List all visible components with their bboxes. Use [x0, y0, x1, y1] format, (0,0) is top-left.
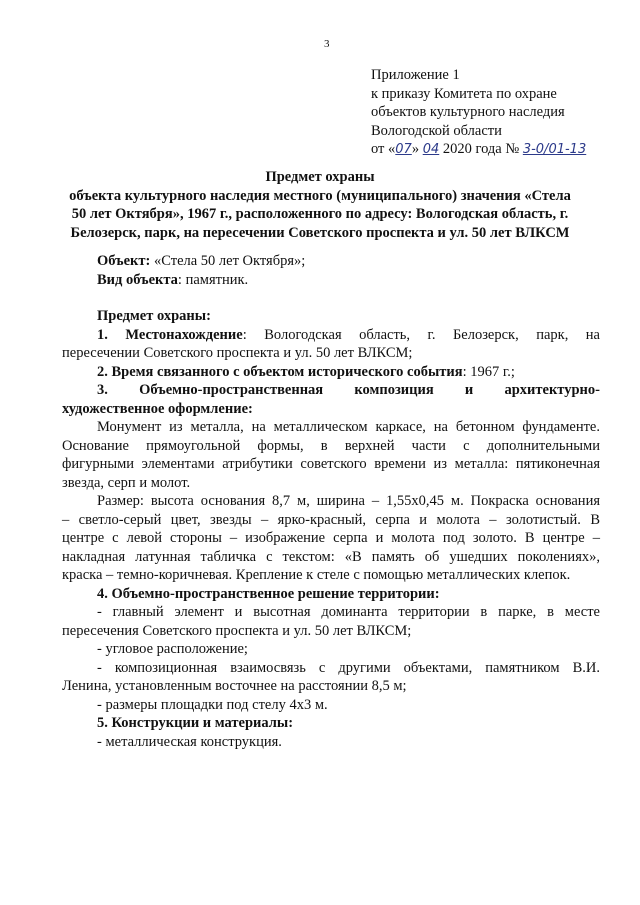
section-1-rest: : Вологодская область, г. Белозерск, парк, на: [242, 326, 600, 343]
appendix-line-4: Вологодской области: [371, 122, 502, 139]
section-4-item-3-line-1: - композиционная взаимосвязь с другими объектами, памятником В.И.: [97, 659, 600, 676]
section-1-line-2: пересечении Советского проспекта и ул. 50 лет ВЛКСМ;: [62, 345, 413, 361]
object-type-line: [62, 271, 600, 290]
appendix-block: [371, 66, 586, 160]
section-4-item-4: - размеры площадки под стелу 4х3 м.: [97, 696, 328, 713]
section-1-line-1: [62, 326, 600, 345]
appendix-line-2: к приказу Комитета по охране: [371, 85, 557, 102]
section-4-item-3-line-2: Ленина, установленным восточнее на расстоянии 8,5 м;: [62, 678, 407, 694]
section-3-p2-line-2: – светло-серый цвет, звезды – ярко-красный, серпа и молота – золотистый. В: [62, 511, 600, 528]
section-4-item-2: - угловое расположение;: [97, 641, 248, 657]
section-3-p2-line-5: краска – темно-коричневая. Крепление к стеле с помощью металлических клепок.: [62, 567, 571, 583]
object-value: «Стела 50 лет Октября»;: [154, 253, 306, 269]
date-year: 2020 года №: [442, 141, 520, 157]
section-3-p2-line-3: центре с левой стороны – изображение серпа и молота под золото. В центре –: [62, 530, 600, 546]
section-3-p2-line-1: Размер: высота основания 8,7 м, ширина – 1,55х0,45 м. Покраска основания: [97, 493, 600, 509]
section-3-heading-2: художественное оформление:: [62, 400, 253, 417]
object-line: [62, 252, 600, 271]
title-line-3: 50 лет Октября», 1967 г., расположенного по адресу: Вологодская область, г.: [71, 206, 569, 222]
section-2-line: [62, 363, 600, 382]
date-mid: »: [411, 141, 420, 157]
document-title: [40, 168, 600, 242]
section-3-p2-line-4: накладная латунная табличка с текстом: «В память об ушедших поколениях»,: [62, 548, 600, 565]
section-2-label: 2. Время связанного с объектом исторического события: [97, 363, 463, 380]
date-month: 04: [422, 142, 440, 157]
object-type-label: Вид объекта: [97, 271, 178, 288]
object-type-value: : памятник.: [177, 271, 249, 288]
section-2-value: : 1967 г.;: [462, 363, 515, 380]
subject-heading: Предмет охраны:: [97, 308, 211, 324]
section-3-p1-line-2: Основание прямоугольной формы, в верхней части с дополнительными: [62, 437, 600, 454]
section-4-heading: 4. Объемно-пространственное решение территории:: [97, 585, 440, 602]
date-prefix: от «: [371, 141, 396, 157]
appendix-line-1: Приложение 1: [371, 67, 460, 83]
title-line-1: Предмет охраны: [265, 169, 375, 185]
section-5-item-1: - металлическая конструкция.: [97, 733, 282, 750]
section-5-heading: 5. Конструкции и материалы:: [97, 715, 294, 731]
page-number: 3: [324, 38, 330, 50]
section-4-item-1-line-1: - главный элемент и высотная доминанта территории в парке, в месте: [97, 604, 600, 620]
order-number: 3-0/01-13: [522, 142, 587, 157]
object-label: Объект:: [97, 253, 151, 269]
date-day: 07: [395, 142, 412, 157]
section-3-p1-line-1: Монумент из металла, на металлическом каркасе, на бетонном фундаменте.: [97, 419, 600, 435]
appendix-line-3: объектов культурного наследия: [371, 104, 565, 120]
section-3-heading-1: 3. Объемно-пространственная композиция и архитектурно-: [97, 382, 600, 398]
document-body: [62, 252, 600, 751]
section-3-p1-line-3: фигурными элементами атрибутики советского времени из металла: пятиконечная: [62, 456, 600, 472]
appendix-date-line: [371, 140, 586, 160]
section-3-p1-line-4: звезда, серп и молот.: [62, 474, 191, 491]
section-4-item-1-line-2: пересечения Советского проспекта и ул. 50 лет ВЛКСМ;: [62, 622, 412, 639]
title-line-4: Белозерск, парк, на пересечении Советского проспекта и ул. 50 лет ВЛКСМ: [70, 224, 570, 241]
section-1-label: 1. Местонахождение: [97, 326, 243, 343]
title-line-2: объекта культурного наследия местного (муниципального) значения «Стела: [69, 187, 571, 204]
